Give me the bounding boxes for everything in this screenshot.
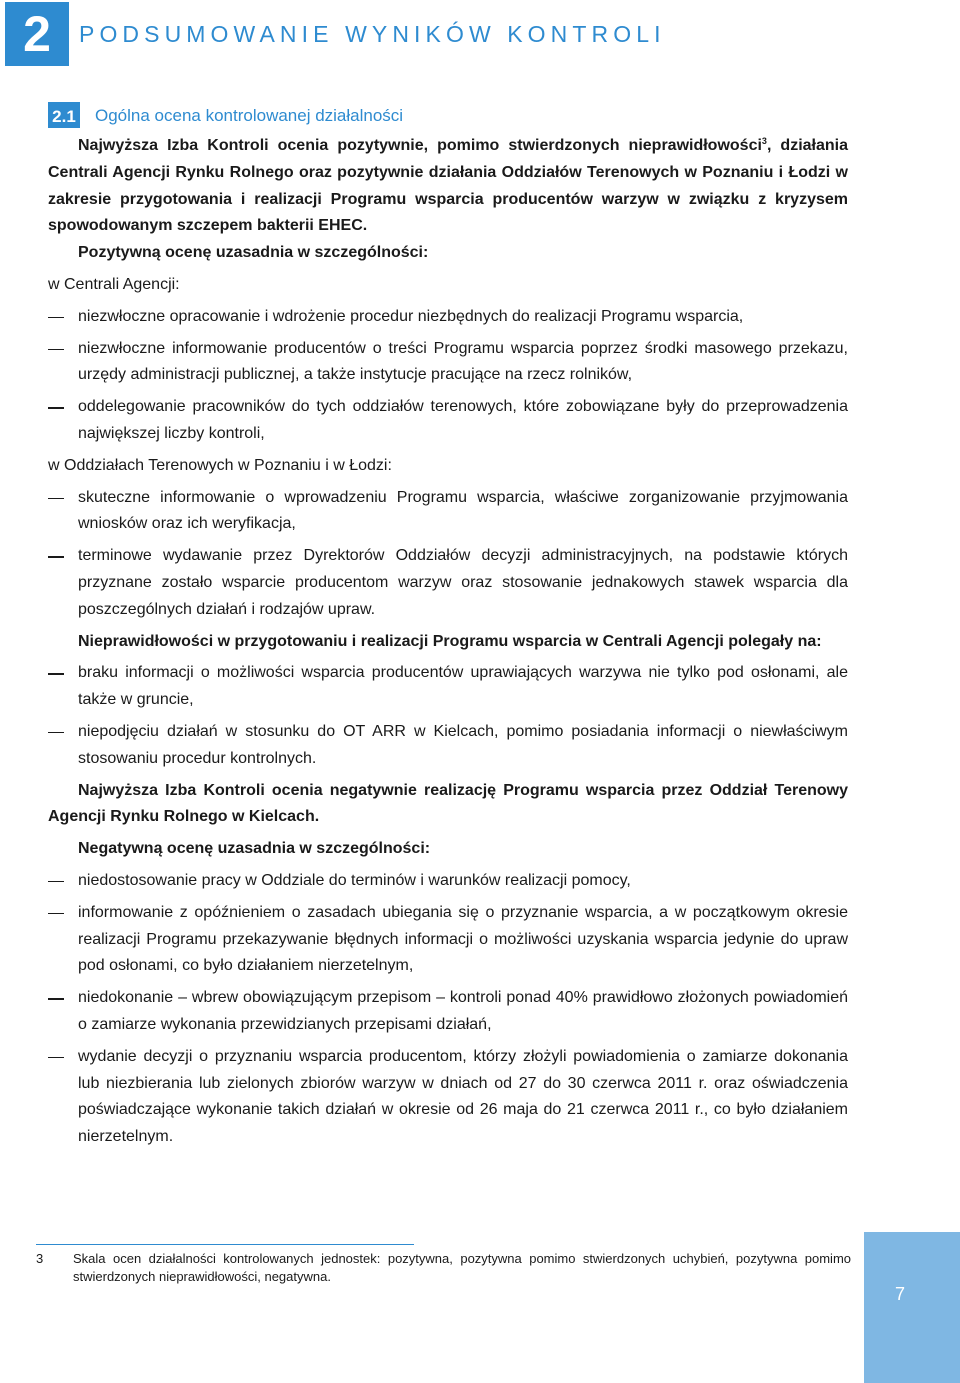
dash-bullet <box>48 1057 64 1058</box>
irregularities-heading: Nieprawidłowości w przygotowaniu i realizacji Programu wsparcia w Centrali Agencji polegały na: <box>78 632 822 650</box>
intro-paragraph <box>48 133 848 240</box>
dash-bullet <box>48 913 64 914</box>
list-item <box>48 543 848 623</box>
list-item-text: skuteczne informowanie o wprowadzeniu Programu wsparcia, właściwe zorganizowanie przyjmowania wniosków oraz ich weryfikacja, <box>78 488 848 533</box>
chapter-title: PODSUMOWANIE WYNIKÓW KONTROLI <box>79 21 666 47</box>
list-item-text: braku informacji o możliwości wsparcia producentów uprawiających warzywa nie tylko pod osłonami, ale także w gruncie, <box>78 664 848 709</box>
negative-list <box>48 868 848 1151</box>
list-item-text: niezwłoczne informowanie producentów o treści Programu wsparcia poprzez środki masowego przekazu, urzędy administracji publicznej, a także instytucje pracujące na rzecz rolników, <box>78 339 848 384</box>
list-item-text: niedostosowanie pracy w Oddziale do terminów i warunków realizacji pomocy, <box>78 871 631 889</box>
dash-bullet <box>48 407 64 408</box>
list-item <box>48 336 848 390</box>
list-item <box>48 719 848 773</box>
footnote-text: Skala ocen działalności kontrolowanych jednostek: pozytywna, pozytywna pomimo stwierdzonych uchybień, pozytywna pomimo stwierdzonych nieprawidłowości, negatywna. <box>73 1251 851 1284</box>
positive-heading: Pozytywną ocenę uzasadnia w szczególności: <box>78 244 429 262</box>
dash-bullet <box>48 881 64 882</box>
page-number: 7 <box>894 1284 905 1304</box>
dash-bullet <box>48 317 64 318</box>
main-content <box>48 133 848 1151</box>
dash-bullet <box>48 998 64 999</box>
footnote-number: 3 <box>36 1251 44 1266</box>
negative-statement: Najwyższa Izba Kontroli ocenia negatywnie realizację Programu wsparcia przez Oddział Terenowy Agencji Rynku Rolnego w Kielcach. <box>48 781 848 826</box>
chapter-number: 2 <box>23 6 51 62</box>
central-list <box>48 304 848 448</box>
section-title: Ogólna ocena kontrolowanej działalności <box>95 106 404 125</box>
dash-bullet <box>48 673 64 674</box>
list-item <box>48 485 848 539</box>
chapter-number-box <box>5 2 69 66</box>
list-item <box>48 900 848 980</box>
dash-bullet <box>48 349 64 350</box>
central-label: w Centrali Agencji: <box>48 275 180 293</box>
footnote-rule <box>36 1244 414 1245</box>
list-item <box>48 985 848 1039</box>
footnote-ref: 3 <box>761 136 767 146</box>
dash-bullet <box>48 498 64 499</box>
negative-heading: Negatywną ocenę uzasadnia w szczególności: <box>78 840 431 858</box>
list-item <box>48 304 848 331</box>
intro-text-start: Najwyższa Izba Kontroli ocenia pozytywnie, pomimo stwierdzonych nieprawidłowości <box>78 137 762 154</box>
section-number-box <box>48 104 80 128</box>
list-item-text: niedokonanie – wbrew obowiązującym przepisom – kontroli ponad 40% prawidłowo złożonych powiadomień o zamiarze wykonania przewidzianych przepisami działań, <box>78 989 848 1033</box>
branches-label: w Oddziałach Terenowych w Poznaniu i w Łodzi: <box>48 456 392 474</box>
list-item <box>48 868 848 895</box>
page-number-box <box>864 1232 960 1383</box>
branches-list <box>48 485 848 624</box>
footnote <box>36 1250 851 1286</box>
list-item-text: niezwłoczne opracowanie i wdrożenie procedur niezbędnych do realizacji Programu wsparcia, <box>78 307 744 325</box>
intro-text-end: , działania Centrali Agencji Rynku Rolnego oraz pozytywnie działania Oddziałów Terenowych w Poznaniu i Łodzi w zakresie przygotowania i realizacji Programu wsparcia producentów warzyw w związku z kryzysem spowodowanym szczepem bakterii EHEC. <box>48 137 849 235</box>
list-item-text: niepodjęciu działań w stosunku do OT ARR w Kielcach, pomimo posiadania informacji o niewłaściwym stosowaniu procedur kontrolnych. <box>78 722 848 767</box>
dash-bullet <box>48 732 64 733</box>
list-item-text: oddelegowanie pracowników do tych oddziałów terenowych, które zobowiązane były do przeprowadzenia największej liczby kontroli, <box>78 398 848 442</box>
list-item <box>48 660 848 714</box>
list-item-text: informowanie z opóźnieniem o zasadach ubiegania się o przyznanie wsparcia, a w początkowym okresie realizacji Programu przekazywanie błędnych informacji o możliwości uzyskania wsparcia jedynie do upraw pod osłonami, co było działaniem nierzetelnym, <box>78 903 848 975</box>
list-item <box>48 394 848 448</box>
section-number: 2.1 <box>52 106 76 126</box>
list-item-text: wydanie decyzji o przyznaniu wsparcia producentom, którzy złożyli powiadomienia o zamiarze dokonania lub niezbierania lub zielonych zbiorów warzyw w dniach od 27 do 30 czerwca 2011 r. oraz oświadczenia poświadczające wykonanie takich działań w okresie od 26 maja do 21 czerwca 2011 r., co było działaniem nierzetelnym. <box>78 1047 848 1146</box>
list-item-text: terminowe wydawanie przez Dyrektorów Oddziałów decyzji administracyjnych, na podstawie których przyznane zostało wsparcie producentom warzyw oraz stosowanie jednakowych stawek wsparcia dla poszczególnych działań i rodzajów upraw. <box>78 547 848 618</box>
irregularities-list <box>48 660 848 772</box>
dash-bullet <box>48 556 64 557</box>
list-item <box>48 1044 848 1151</box>
